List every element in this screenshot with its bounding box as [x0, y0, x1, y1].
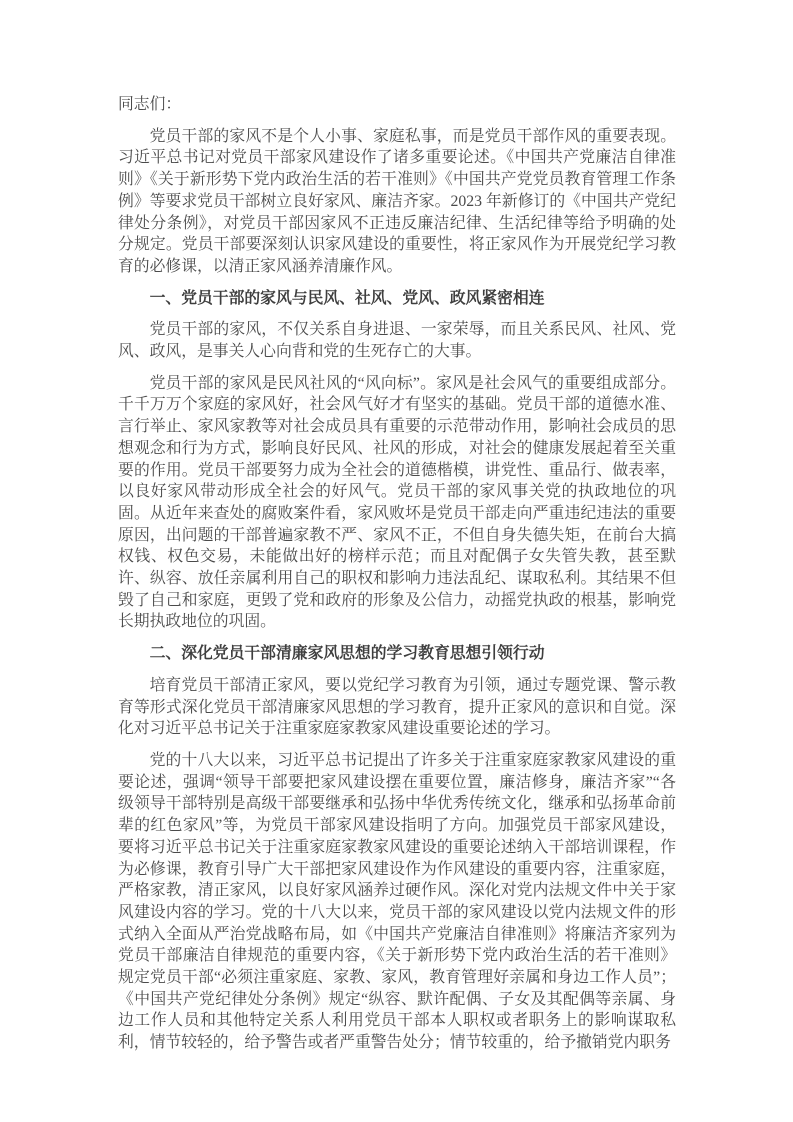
paragraph-1-1: 党员干部的家风，不仅关系自身进退、一家荣辱，而且关系民风、社风、党风、政风，是事关人心向背和党的生死存亡的大事。	[118, 321, 676, 361]
document-body	[118, 94, 676, 1064]
salutation-line: 同志们：	[118, 96, 182, 113]
heading-section-2: 二、深化党员干部清廉家风思想的学习教育思想引领行动	[149, 645, 545, 663]
heading-section-1: 一、党员干部的家风与民风、社风、党风、政风紧密相连	[149, 289, 545, 307]
paragraph-2-2: 党的十八大以来，习近平总书记提出了许多关于注重家庭家教家风建设的重要论述，强调“领导干部要把家风建设摆在重要位置，廉洁修身，廉洁齐家”“各级领导干部特别是高级干部要继承和弘扬中华优秀传统文化，继承和弘扬革命前辈的红色家风”等，为党员干部家风建设指明了方向。加强党员干部家风建设，要将习近平总书记关于注重家庭家教家风建设的重要论述纳入干部培训课程，作为必修课，教育引导广大干部把家风建设作为作风建设的重要内容，注重家庭，严格家教，清正家风，以良好家风涵养过硬作风。深化对党内法规文件中关于家风建设内容的学习。党的十八大以来，党员干部的家风建设以党内法规文件的形式纳入全面从严治党战略布局，如《中国共产党廉洁自律准则》将廉洁齐家列为党员干部廉洁自律规范的重要内容，《关于新形势下党内政治生活的若干准则》规定党员干部“必须注重家庭、家教、家风，教育管理好亲属和身边工作人员”；《中国共产党纪律处分条例》规定“纵容、默许配偶、子女及其配偶等亲属、身边工作人员和其他特定关系人利用党员干部本人职权或者职务上的影响谋取私利，情节较轻的，给予警告或者严重警告处分；情节较重的，给予撤销党内职务	[118, 751, 676, 1052]
paragraph-intro: 党员干部的家风不是个人小事、家庭私事，而是党员干部作风的重要表现。习近平总书记对党员干部家风建设作了诸多重要论述。《中国共产党廉洁自律准则》《关于新形势下党内政治生活的若干准则》《中国共产党党员教育管理工作条例》等要求党员干部树立良好家风、廉洁齐家。2023 年新修订的《中国共产党纪律处分条例》，对党员干部因家风不正违反廉洁纪律、生活纪律等给予明确的处分规定。党员干部要深刻认识家风建设的重要性，将正家风作为开展党纪学习教育的必修课，以清正家风涵养清廉作风。	[118, 127, 676, 275]
paragraph-1-2: 党员干部的家风是民风社风的“风向标”。家风是社会风气的重要组成部分。千千万万个家庭的家风好，社会风气好才有坚实的基础。党员干部的道德水准、言行举止、家风家教等对社会成员具有重要的示范带动作用，影响社会成员的思想观念和行为方式，影响良好民风、社风的形成，对社会的健康发展起着至关重要的作用。党员干部要努力成为全社会的道德楷模，讲党性、重品行、做表率，以良好家风带动形成全社会的好风气。党员干部的家风事关党的执政地位的巩固。从近年来查处的腐败案件看，家风败坏是党员干部走向严重违纪违法的重要原因，出问题的干部普遍家教不严、家风不正，不但自身失德失矩，在前台大搞权钱、权色交易，未能做出好的榜样示范；而且对配偶子女失管失教，甚至默许、纵容、放任亲属利用自己的职权和影响力违法乱纪、谋取私利。其结果不但毁了自己和家庭，更毁了党和政府的形象及公信力，动摇党执政的根基，影响党长期执政地位的巩固。	[118, 374, 676, 631]
paragraph-2-1: 培育党员干部清正家风，要以党纪学习教育为引领，通过专题党课、警示教育等形式深化党员干部清廉家风思想的学习教育，提升正家风的意识和自觉。深化对习近平总书记关于注重家庭家教家风建设重要论述的学习。	[118, 676, 676, 738]
